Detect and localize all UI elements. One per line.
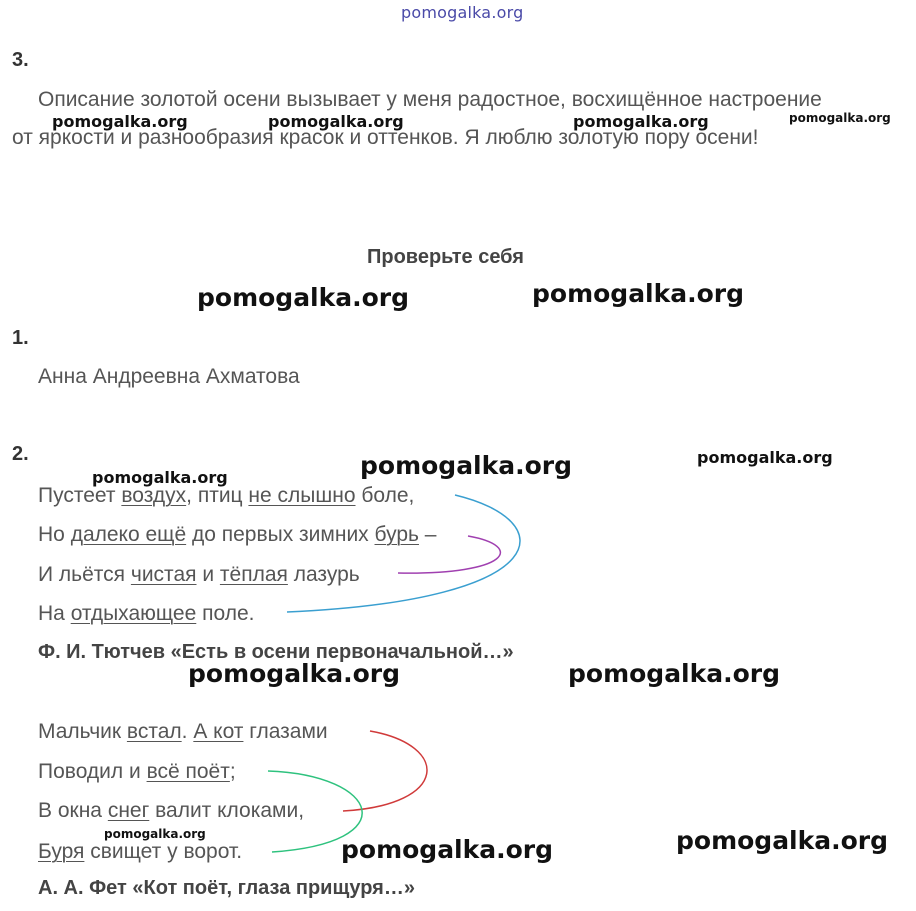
poem-text: свищет у ворот. [84, 840, 243, 863]
task-3-number: 3. [12, 49, 29, 71]
underlined-word: А кот [193, 720, 244, 743]
watermark: pomogalka.org [568, 659, 781, 688]
poem-text: – [418, 523, 437, 546]
underlined-word: воздух [121, 484, 187, 507]
watermark: pomogalka.org [676, 826, 889, 855]
watermark: pomogalka.org [573, 112, 709, 131]
poem-1-author: Ф. И. Тютчев «Есть в осени первоначальной…» [38, 641, 514, 663]
poem-1-line [38, 563, 360, 587]
poem-2-author: А. А. Фет «Кот поёт, глаза прищуря…» [38, 877, 415, 899]
underlined-word: отдыхающее [70, 602, 197, 625]
poem-text: , птиц [186, 484, 249, 507]
poem-2-line [38, 760, 236, 784]
watermark: pomogalka.org [789, 111, 891, 125]
rhyme-arc-poem-2-red [343, 731, 427, 811]
watermark: pomogalka.org [360, 451, 573, 480]
watermark: pomogalka.org [104, 827, 206, 841]
poem-text: На [38, 602, 71, 625]
poem-1-line [38, 484, 414, 508]
poem-text: поле. [196, 602, 255, 625]
watermark: pomogalka.org [52, 112, 188, 131]
question-1-number: 1. [12, 327, 29, 349]
underlined-word: бурь [374, 523, 419, 546]
poem-text: Мальчик [38, 720, 127, 743]
poem-text: глазами [243, 720, 328, 743]
poem-text: В окна [38, 799, 108, 822]
poem-text: боле, [355, 484, 415, 507]
poem-2-line [38, 840, 242, 864]
task-3-line-2: от яркости и разнообразия красок и оттенков. Я люблю золотую пору осени! [12, 126, 759, 149]
poem-1-line [38, 602, 254, 626]
underlined-word: чистая [130, 563, 197, 586]
underlined-word: тёплая [219, 563, 288, 586]
poem-2-line [38, 720, 328, 744]
poem-1-line [38, 523, 436, 547]
poem-text: и [196, 563, 220, 586]
question-2-number: 2. [12, 443, 29, 465]
poem-text: И льётся [38, 563, 131, 586]
poem-text: лазурь [287, 563, 360, 586]
watermark: pomogalka.org [341, 835, 554, 864]
task-3-line-1: Описание золотой осени вызывает у меня радостное, восхищённое настроение [38, 88, 822, 111]
underlined-word: Буря [38, 840, 85, 863]
poem-2-line [38, 799, 304, 823]
poem-text: Но [38, 523, 71, 546]
watermark: pomogalka.org [532, 279, 745, 308]
check-yourself-heading: Проверьте себя [367, 246, 524, 268]
poem-text: . [181, 720, 194, 743]
poem-text: ; [229, 760, 236, 783]
poem-text: Пустеет [38, 484, 122, 507]
watermark: pomogalka.org [268, 112, 404, 131]
underlined-word: не слышно [248, 484, 356, 507]
watermark: pomogalka.org [697, 448, 833, 467]
rhyme-arc-poem-1-outer [287, 495, 520, 612]
watermark: pomogalka.org [197, 283, 410, 312]
watermark: pomogalka.org [92, 468, 228, 487]
question-1-answer: Анна Андреевна Ахматова [38, 365, 300, 388]
underlined-word: снег [107, 799, 150, 822]
watermark: pomogalka.org [188, 659, 401, 688]
poem-text: до первых зимних [186, 523, 375, 546]
underlined-word: далеко ещё [70, 523, 187, 546]
underlined-word: всё поёт [146, 760, 230, 783]
poem-text: валит клоками, [149, 799, 305, 822]
underlined-word: встал [126, 720, 182, 743]
poem-text: Поводил и [38, 760, 147, 783]
watermark-top: pomogalka.org [401, 3, 524, 22]
